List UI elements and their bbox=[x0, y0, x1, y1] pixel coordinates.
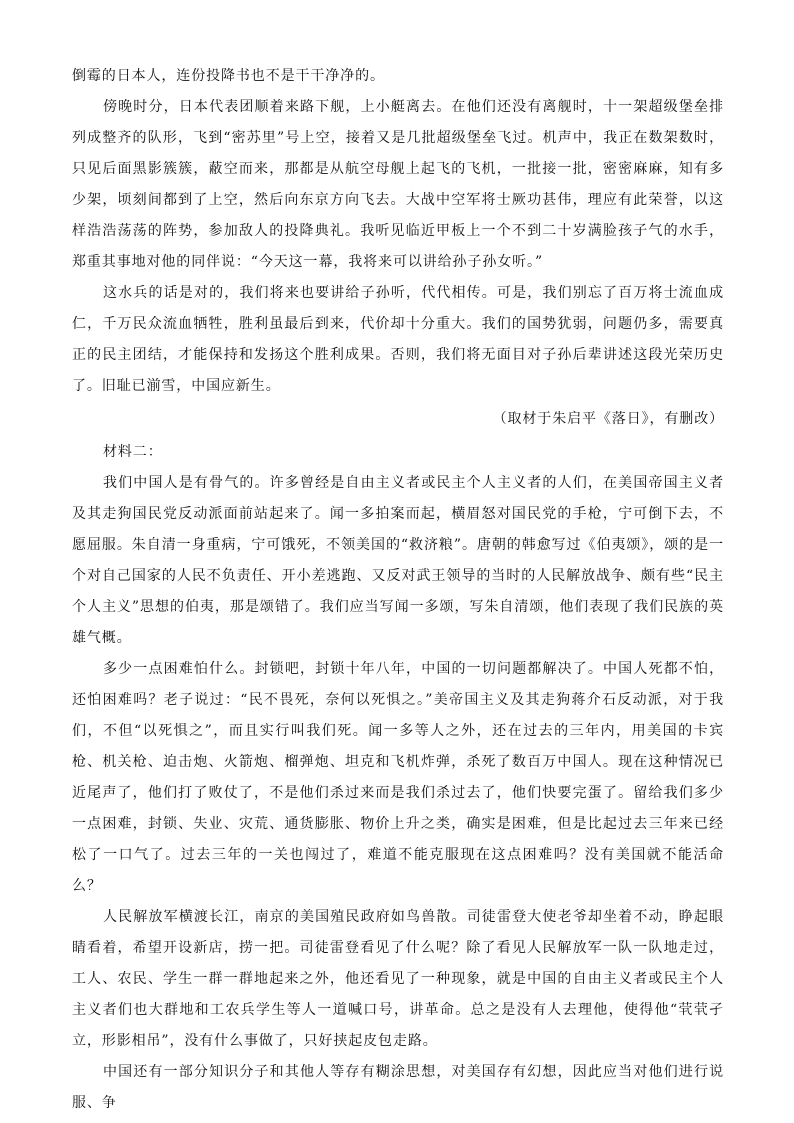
paragraph: 傍晚时分，日本代表团顺着来路下舰，上小艇离去。在他们还没有离舰时，十一架超级堡垒排列成整齐的队形，飞到“密苏里”号上空，接着又是几批超级堡垒飞过。机声中，我正在数架数时，只见后面黑影簇簇，蔽空而来，那都是从航空母舰上起飞的飞机，一批接一批，密密麻麻，知有多少架，顷刻间都到了上空，然后向东京方向飞去。大战中空军将士厥功甚伟，理应有此荣誉，以这样浩浩荡荡的阵势，参加敌人的投降典礼。我听见临近甲板上一个不到二十岁满脸孩子气的水手，郑重其事地对他的同伴说：“今天这一幕，我将来可以讲给孙子孙女听。” bbox=[72, 99, 724, 270]
paragraph: 人民解放军横渡长江，南京的美国殖民政府如鸟兽散。司徒雷登大使老爷却坐着不动，睁起眼睛看着，希望开设新店，捞一把。司徒雷登看见了什么呢？除了看见人民解放军一队一队地走过，工人、农民、学生一群一群地起来之外，他还看见了一种现象，就是中国的自由主义者或民主个人主义者们也大群地和工农兵学生等人一道喊口号，讲革命。总之是没有人去理他，使得他“茕茕孑立，形影相吊”，没有什么事做了，只好挟起皮包走路。 bbox=[72, 909, 724, 1049]
paragraph-continuation: 倒霉的日本人，连份投降书也不是干干净净的。 bbox=[72, 68, 385, 84]
document-body bbox=[72, 61, 724, 1119]
source-citation: （取材于朱启平《落日》，有删改） bbox=[492, 411, 724, 427]
paragraph: 多少一点困难怕什么。封锁吧，封锁十年八年，中国的一切问题都解决了。中国人死都不怕，还怕困难吗？老子说过：“民不畏死，奈何以死惧之。”美帝国主义及其走狗蒋介石反动派，对于我们，不但“以死惧之”，而且实行叫我们死。闻一多等人之外，还在过去的三年内，用美国的卡宾枪、机关枪、迫击炮、火箭炮、榴弹炮、坦克和飞机炸弹，杀死了数百万中国人。现在这种情况已近尾声了，他们打了败仗了，不是他们杀过来而是我们杀过去了，他们快要完蛋了。留给我们多少一点困难，封锁、失业、灾荒、通货膨胀、物价上升之类，确实是困难，但是比起过去三年来已经松了一口气了。过去三年的一关也闯过了，难道不能克服现在这点困难吗？没有美国就不能活命么？ bbox=[72, 661, 724, 894]
paragraph: 这水兵的话是对的，我们将来也要讲给子孙听，代代相传。可是，我们别忘了百万将士流血成仁，千万民众流血牺牲，胜利虽最后到来，代价却十分重大。我们的国势犹弱，问题仍多，需要真正的民主团结，才能保持和发扬这个胜利成果。否则，我们将无面目对子孙后辈讲述这段光荣历史了。旧耻已湔雪，中国应新生。 bbox=[72, 285, 724, 394]
paragraph: 我们中国人是有骨气的。许多曾经是自由主义者或民主个人主义者的人们，在美国帝国主义者及其走狗国民党反动派面前站起来了。闻一多拍案而起，横眉怒对国民党的手枪，宁可倒下去，不愿屈服。朱自清一身重病，宁可饿死，不领美国的“救济粮”。唐朝的韩愈写过《伯夷颂》，颂的是一个对自己国家的人民不负责任、开小差逃跑、又反对武王领导的当时的人民解放战争、颇有些“民主个人主义”思想的伯夷，那是颂错了。我们应当写闻一多颂，写朱自清颂，他们表现了我们民族的英雄气概。 bbox=[72, 475, 724, 646]
section-label: 材料二： bbox=[103, 444, 163, 460]
paragraph-truncated: 中国还有一部分知识分子和其他人等存有糊涂思想，对美国存有幻想，因此应当对他们进行说服、争 bbox=[72, 1064, 724, 1111]
